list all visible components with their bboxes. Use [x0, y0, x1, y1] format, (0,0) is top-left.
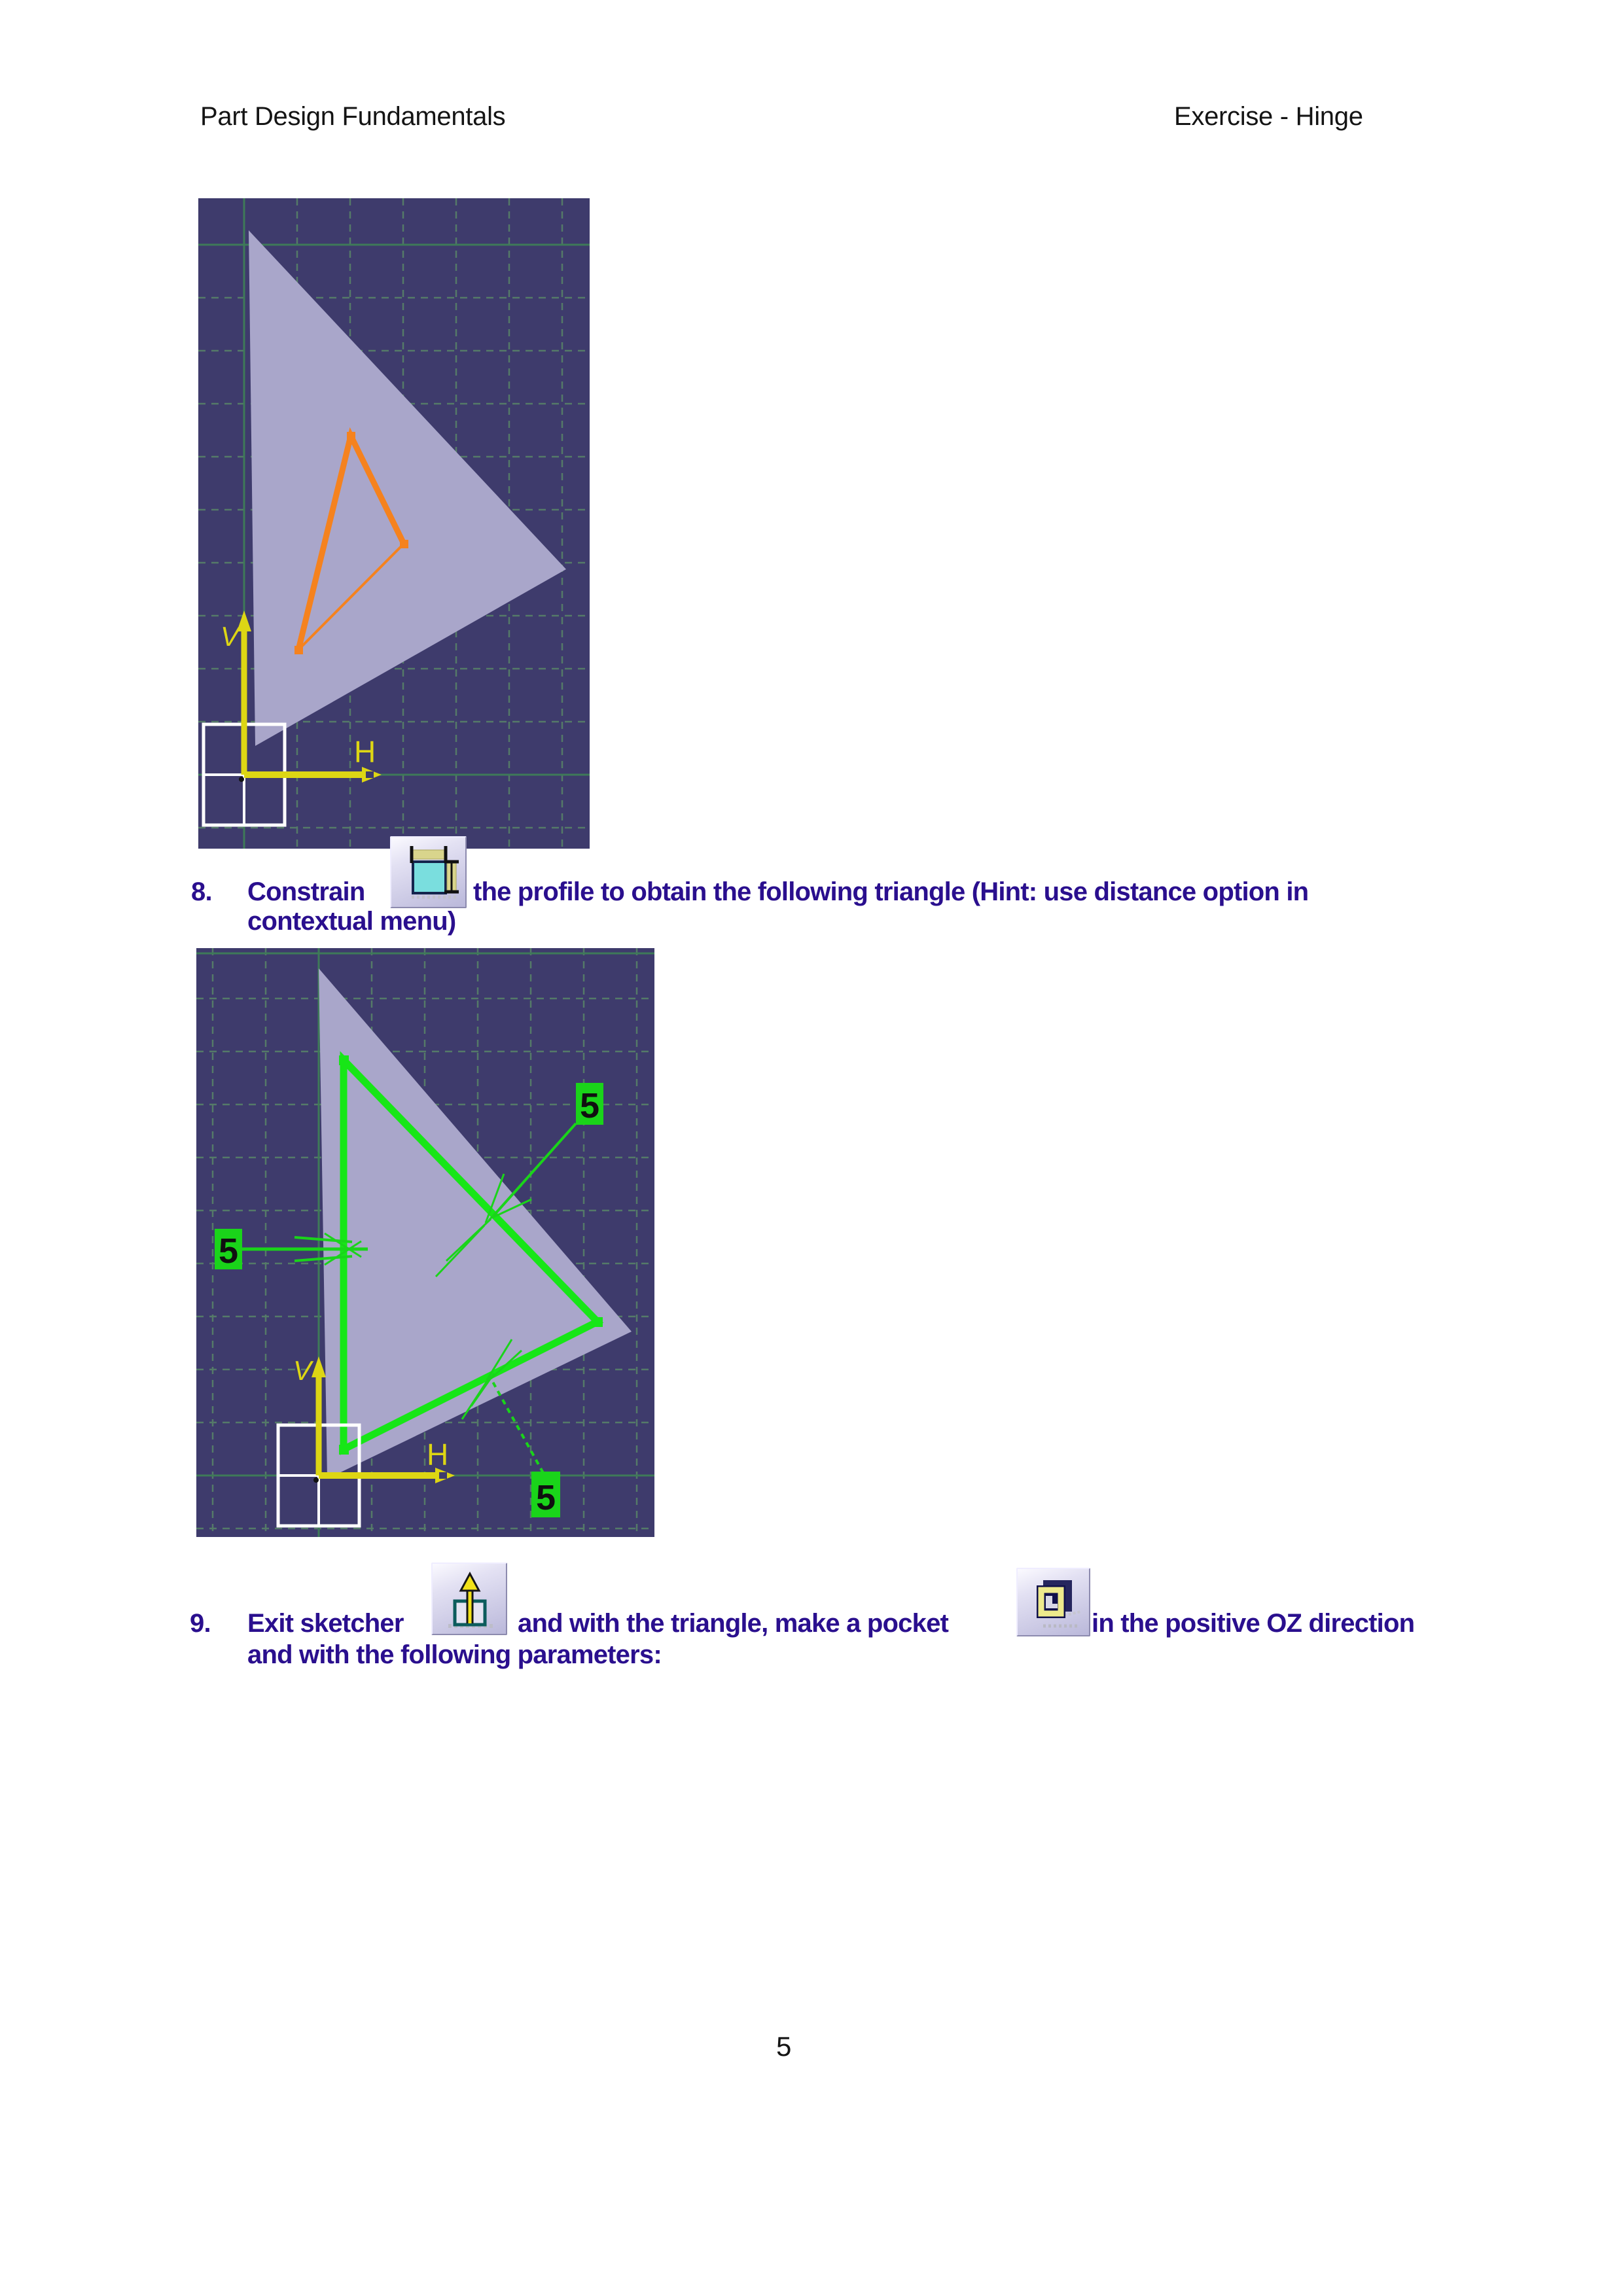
step-8-number: 8.	[191, 877, 212, 906]
catia-screenshot-1	[198, 198, 590, 849]
step-8-text-lead: Constrain	[247, 877, 365, 906]
step-9-text-mid: and with the triangle, make a pocket	[518, 1609, 949, 1638]
page-number: 5	[776, 2031, 792, 2062]
dimension-value: 5	[579, 1086, 600, 1125]
step-8-text-after-icon: the profile to obtain the following triangle (Hint: use distance option in	[473, 877, 1309, 906]
step-9-text-tail: in the positive OZ direction	[1092, 1609, 1415, 1638]
header-right-title: Exercise - Hinge	[1174, 102, 1363, 131]
step-8-text-line2: contextual menu)	[247, 907, 456, 936]
step-9-text-line2: and with the following parameters:	[247, 1640, 662, 1669]
constraints-icon	[390, 836, 467, 908]
dimension-value: 5	[218, 1231, 239, 1271]
v-axis-label: V	[293, 1355, 312, 1386]
catia-screenshot-2	[196, 948, 654, 1537]
step-9-text-lead: Exit sketcher	[247, 1609, 404, 1638]
header-left-title: Part Design Fundamentals	[200, 102, 506, 131]
v-axis-label: V	[221, 621, 240, 652]
step-9-number: 9.	[190, 1609, 211, 1638]
pocket-icon	[1016, 1568, 1090, 1636]
h-axis-label: H	[427, 1438, 449, 1472]
dimension-value: 5	[535, 1478, 556, 1517]
h-axis-label: H	[354, 735, 376, 769]
exit-workbench-icon	[431, 1563, 507, 1635]
